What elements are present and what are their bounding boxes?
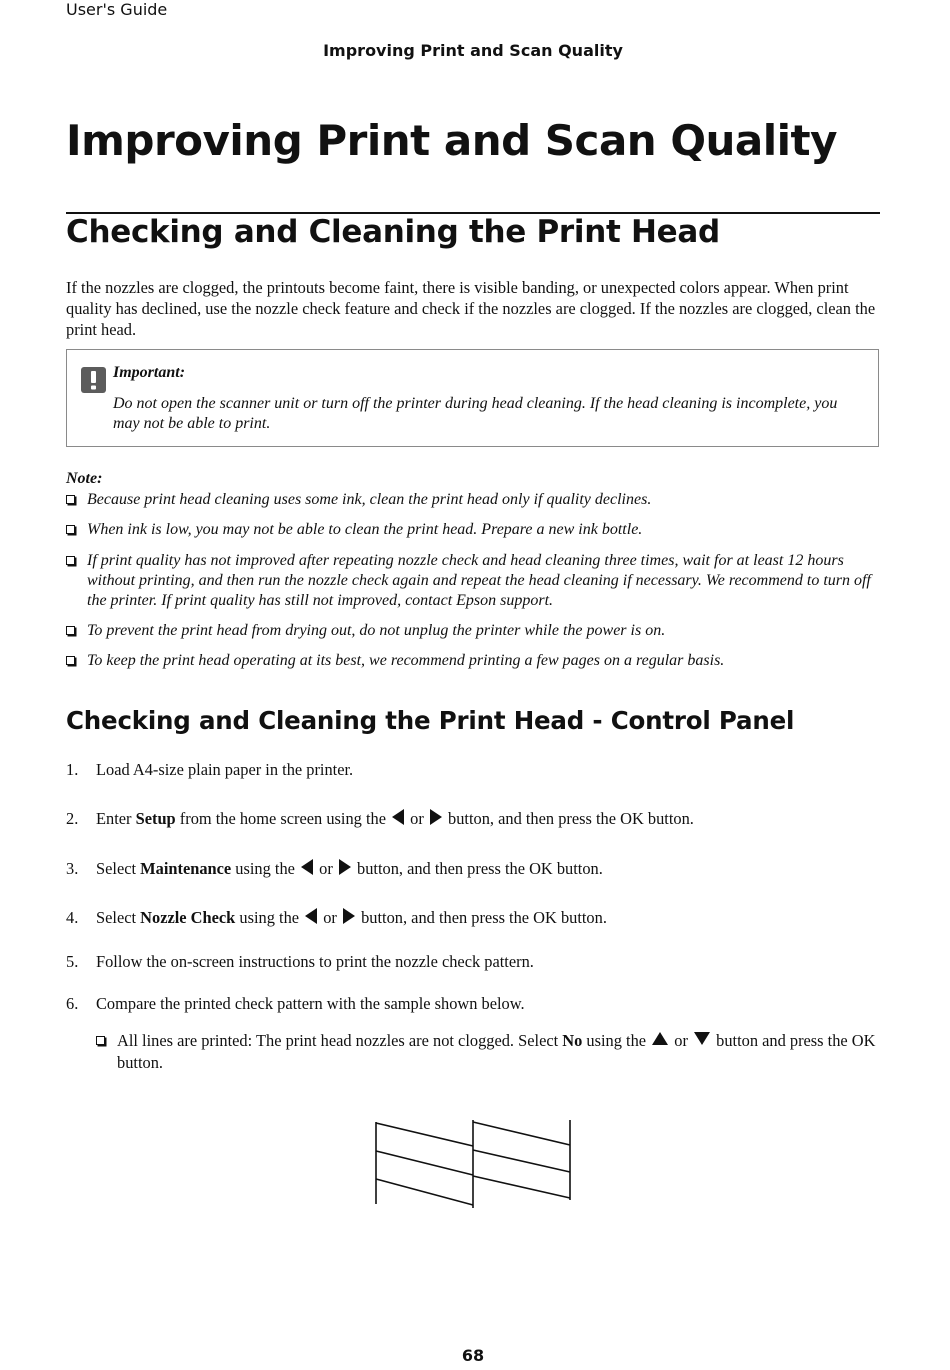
note-item-text: To keep the print head operating at its best, we recommend printing a few pages on a regular basis. [87,652,725,669]
checkbox-bullet-icon [66,556,75,565]
option-name: No [562,1031,583,1050]
sub-bullet-item [96,1030,880,1074]
important-callout [66,349,879,447]
subsection-title: Checking and Cleaning the Print Head - Control Panel [66,706,795,735]
intro-paragraph: If the nozzles are clogged, the printouts become faint, there is visible banding, or unexpected colors appear. When print quality has declined, use the nozzle check feature and check if the nozzles are clogged. If the nozzles are clogged, clean the print head. [66,278,876,339]
step-text: Load A4-size plain paper in the printer. [96,760,354,779]
note-item [66,490,880,510]
page-number: 68 [461,1346,485,1365]
menu-name: Nozzle Check [140,908,236,927]
step-number: 3. [66,859,79,878]
sub-bullet-text: All lines are printed: The print head nozzles are not clogged. Select No using the or button and press the OK button. [117,1031,876,1072]
exclamation-icon [81,367,106,393]
note-item-text: If print quality has not improved after repeating nozzle check and head cleaning three times, wait for at least 12 hours without printing, and then run the nozzle check again and repeat the head cleaning if necessary. We recommend to turn off the printer. If print quality has still not improved, contact Epson support. [87,552,871,609]
step-number: 2. [66,809,79,828]
note-item [66,520,880,540]
step-number: 4. [66,908,79,927]
running-head: User's Guide [66,0,168,19]
step-number: 5. [66,952,79,971]
nozzle-check-pattern-illustration [373,1118,573,1210]
note-item [66,651,880,671]
section-title: Checking and Cleaning the Print Head [66,214,720,250]
step-text: Follow the on-screen instructions to print the nozzle check pattern. [96,952,534,971]
left-arrow-icon [301,859,313,875]
important-label: Important: [113,364,186,381]
note-label: Note: [66,470,103,487]
checkbox-bullet-icon [66,656,75,665]
step-number: 1. [66,760,79,779]
down-arrow-icon [694,1032,710,1045]
left-arrow-icon [305,908,317,924]
note-item [66,551,880,611]
right-arrow-icon [343,908,355,924]
step-text: Enter Setup from the home screen using the or button, and then press the OK button. [96,809,694,828]
note-item [66,621,880,641]
step-text: Select Maintenance using the or button, and then press the OK button. [96,859,603,878]
step-number: 6. [66,994,79,1013]
menu-name: Maintenance [140,859,232,878]
note-item-text: To prevent the print head from drying out, do not unplug the printer while the power is on. [87,622,666,639]
step-text: Select Nozzle Check using the or button, and then press the OK button. [96,908,607,927]
header-title: Improving Print and Scan Quality [323,41,623,60]
up-arrow-icon [652,1032,668,1045]
checkbox-bullet-icon [96,1036,105,1045]
left-arrow-icon [392,809,404,825]
note-item-text: When ink is low, you may not be able to clean the print head. Prepare a new ink bottle. [87,521,643,538]
menu-name: Setup [135,809,176,828]
right-arrow-icon [339,859,351,875]
chapter-title: Improving Print and Scan Quality [66,116,838,165]
checkbox-bullet-icon [66,626,75,635]
right-arrow-icon [430,809,442,825]
note-item-text: Because print head cleaning uses some ink, clean the print head only if quality declines. [87,491,652,508]
important-text: Do not open the scanner unit or turn off the printer during head cleaning. If the head cleaning is incomplete, you may not be able to print. [113,395,838,432]
step-text: Compare the printed check pattern with the sample shown below. [96,994,525,1013]
checkbox-bullet-icon [66,525,75,534]
checkbox-bullet-icon [66,495,75,504]
